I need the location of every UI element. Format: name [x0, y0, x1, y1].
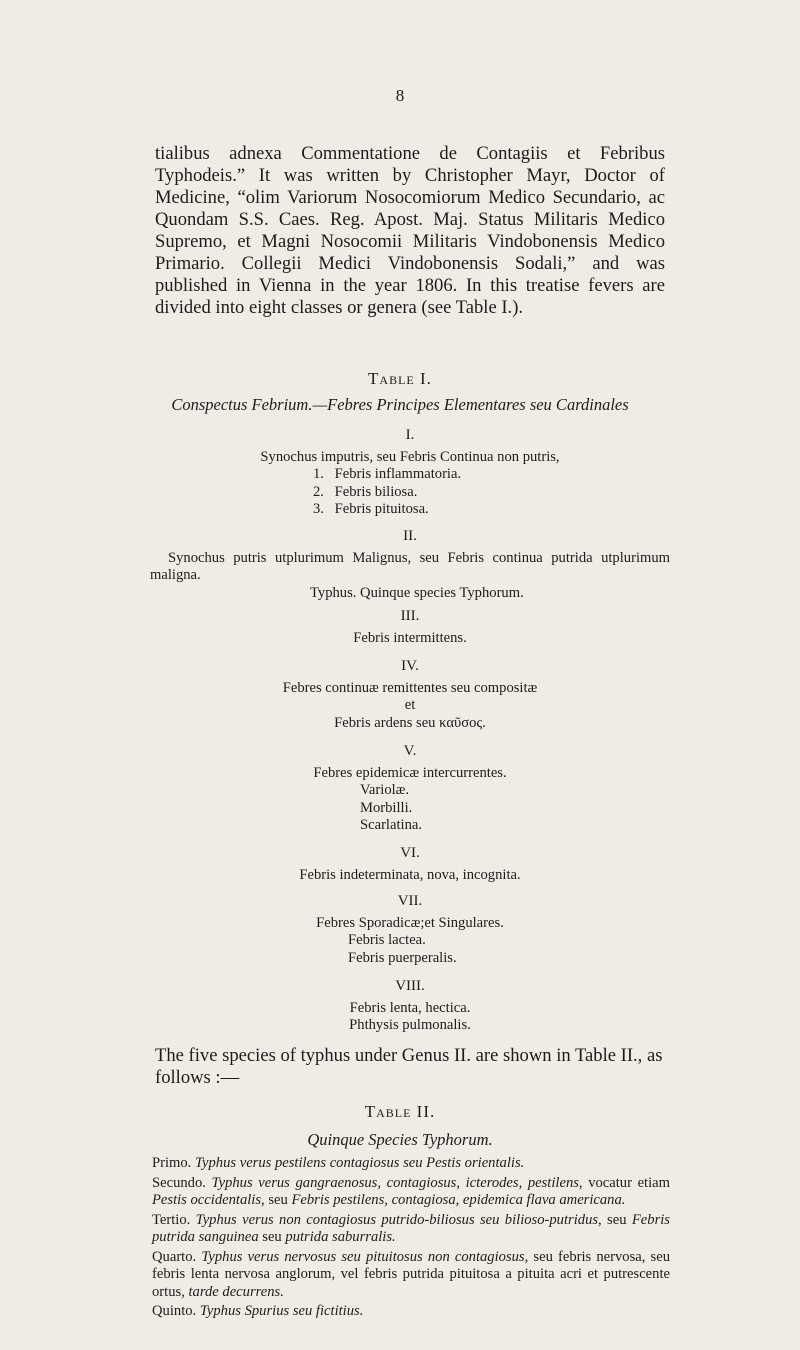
species-text: Typhus verus pestilens contagiosus seu Pestis orientalis. [194, 1155, 525, 1171]
transition-section [155, 1045, 665, 1089]
species-entry [152, 1155, 670, 1173]
class-item [150, 466, 670, 484]
table2-heading: Table II. [364, 1102, 436, 1121]
class-line: Febres continuæ remittentes seu compositæ [282, 679, 538, 696]
species-text: vocatur etiam [582, 1174, 670, 1191]
class-item: Variolæ. [360, 782, 410, 798]
item-number: 2. [313, 483, 324, 500]
class-title: Febris intermittens. [353, 629, 467, 646]
class-line: et [404, 697, 416, 713]
class-item: Febris puerperalis. [348, 949, 457, 966]
intro-paragraph: tialibus adnexa Commentatione de Contagiis et Febribus Typhodeis.” It was written by Christopher Mayr, Doctor of Medicine, “olim Variorum Nosocomiorum Medico Secundario, ac Quondam S.S. Caes. Reg. Apost. Maj. Status Militaris Medico Supremo, et Magni Nosocomii Militaris Vindobonensis Medico Primario. Collegii Medici Vindobonensis Sodali,” and was published in Vienna in the year 1806. In this treatise fevers are divided into eight classes or genera (see Table I.). [155, 143, 665, 318]
class-numeral: III. [400, 608, 420, 624]
page-number: 8 [395, 86, 405, 105]
intro-section [155, 143, 665, 319]
class-subline: Typhus. Quinque species Typhorum. [310, 584, 524, 601]
species-text: Febris pestilens, contagiosa, epidemica flava americana. [291, 1192, 626, 1208]
class-numeral: I. [405, 427, 415, 443]
class-title: Synochus putris utplurimum Malignus, seu Febris continua putrida utplurimum maligna. [150, 549, 670, 583]
class-item [150, 501, 670, 519]
class-title: Febres Sporadicæ;et Singulares. [316, 914, 504, 931]
class-item: Morbilli. [360, 799, 413, 816]
class-numeral: VI. [400, 845, 420, 861]
species-ordinal: Tertio. [152, 1211, 191, 1228]
table1-class [150, 658, 670, 732]
species-ordinal: Quinto. [152, 1303, 197, 1319]
species-text: Febris putrida sanguinea [152, 1211, 670, 1245]
item-text: Febris biliosa. [334, 483, 418, 500]
class-line: Febris ardens seu καῦσος. [334, 714, 486, 731]
item-number: 1. [313, 466, 324, 482]
species-entry [152, 1175, 670, 1210]
species-text: Typhus verus nervosus seu pituitosus non contagiosus, [201, 1248, 529, 1265]
class-title: Synochus imputris, seu Febris Continua non putris, [260, 448, 560, 465]
species-entry [152, 1212, 670, 1247]
species-text: seu febris nervosa, seu febris lenta nervosa anglorum, vel febris putrida pituitosa a pituita acri et putrescente ortus, [152, 1248, 671, 1300]
class-numeral: IV. [401, 658, 419, 674]
species-text: seu [601, 1211, 632, 1228]
species-text: Typhus Spurius seu fictitius. [199, 1303, 364, 1319]
transition-paragraph: The five species of typhus under Genus II. are shown in Table II., as follows :— [155, 1045, 663, 1088]
species-ordinal: Quarto. [152, 1248, 197, 1265]
species-text: tarde decurrens. [188, 1283, 284, 1300]
species-text: Typhus verus non contagiosus putrido-biliosus seu bilioso-putridus, [195, 1211, 602, 1228]
table1-class [150, 893, 670, 967]
class-numeral: II. [403, 528, 417, 544]
table1-class [150, 427, 670, 519]
table2-subtitle: Quinque Species Typhorum. [307, 1130, 493, 1149]
table1-subtitle: Conspectus Febrium.—Febres Principes Elementares seu Cardinales [171, 395, 629, 414]
species-text: seu [264, 1192, 292, 1208]
item-text: Febris pituitosa. [334, 501, 429, 517]
species-text: putrida saburralis. [285, 1229, 396, 1245]
class-numeral: VII. [397, 893, 423, 909]
class-title: Febres epidemicæ intercurrentes. [313, 764, 507, 781]
class-numeral: V. [403, 743, 417, 759]
species-text: Pestis occidentalis, [152, 1192, 265, 1208]
table1-class [150, 845, 670, 884]
species-ordinal: Secundo. [152, 1174, 206, 1191]
class-numeral: VIII. [395, 978, 425, 994]
item-number: 3. [313, 501, 324, 517]
class-item: Scarlatina. [360, 817, 422, 833]
table1-class [150, 528, 670, 602]
species-text: seu [258, 1229, 286, 1245]
table1-heading: Table I. [368, 369, 432, 388]
species-entry [152, 1249, 670, 1302]
class-title: Febris indeterminata, nova, incognita. [299, 866, 521, 883]
class-item: Phthysis pulmonalis. [349, 1017, 471, 1033]
class-item: Febris lactea. [348, 932, 426, 948]
species-ordinal: Primo. [152, 1155, 192, 1171]
species-list [152, 1155, 670, 1323]
class-title: Febris lenta, hectica. [349, 999, 471, 1016]
table1-class [150, 608, 670, 647]
table1-class [150, 978, 670, 1035]
class-item [150, 484, 670, 502]
species-entry [152, 1303, 670, 1321]
table1-class [150, 743, 670, 835]
species-text: Typhus verus gangraenosus, contagiosus, icterodes, pestilens, [211, 1174, 583, 1191]
item-text: Febris inflammatoria. [334, 466, 462, 482]
